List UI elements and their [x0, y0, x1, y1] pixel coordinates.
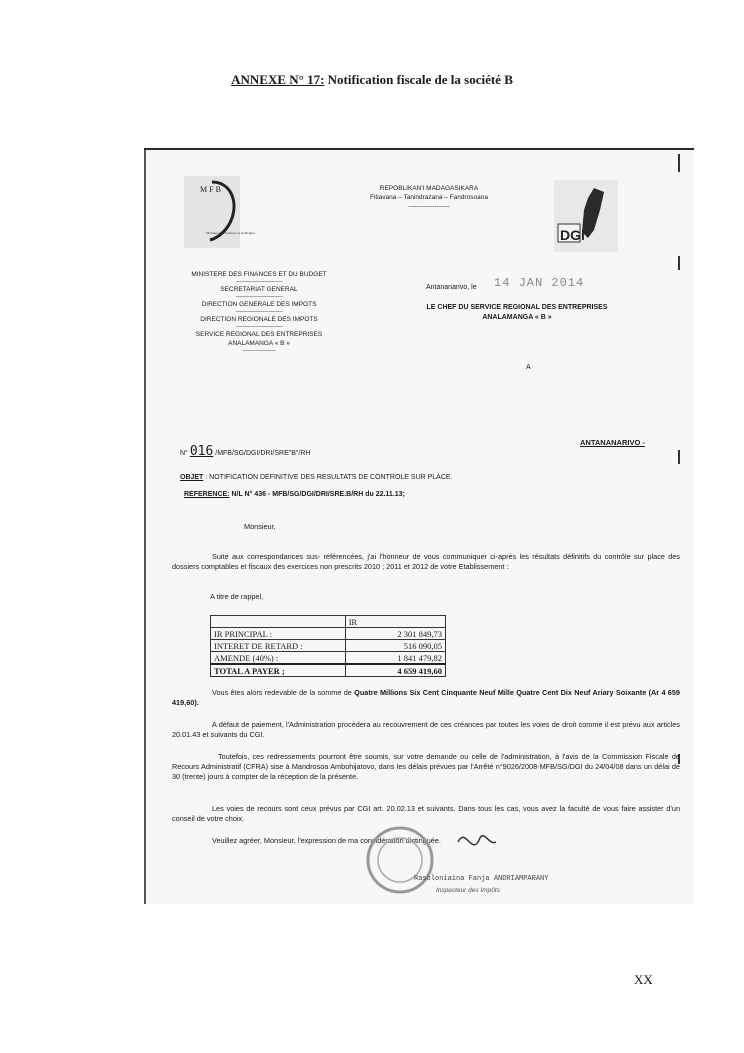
recipient-city: ANTANANARIVO - — [580, 438, 645, 447]
row-label: IR PRINCIPAL : — [211, 628, 346, 640]
table-row — [211, 652, 446, 665]
total-label: TOTAL A PAYER ; — [211, 664, 346, 677]
paragraph-amount — [172, 688, 680, 708]
ministry-separator: ---------------------------- — [235, 278, 283, 285]
republic-separator: ------------------- — [408, 203, 450, 210]
reference-line — [184, 491, 405, 498]
paragraph-default: A défaut de paiement, l'Administration procèdera au recouvrement de ces créances par toutes les voies de droit comme il est prévu aux articles 20.01.43 et suivants du CGI. — [172, 720, 680, 739]
amount-words: Quatre Millions Six Cent Cinquante Neuf Mille Quatre Cent Dix Neuf Ariary Soixante (Ar 4 659 419,60). — [172, 688, 680, 707]
row-value: 516 090,05 — [345, 640, 445, 652]
table-header-row — [211, 616, 446, 628]
row-label: AMENDE (40%) : — [211, 652, 346, 665]
republic-header — [334, 184, 524, 211]
dgi-logo — [554, 180, 618, 252]
object-line — [180, 474, 453, 481]
table-cell — [211, 616, 346, 628]
sender-title-line: ANALAMANGA « B » — [482, 314, 552, 321]
scan-edge-mark — [678, 450, 680, 464]
mfb-logo-letters: M F B — [200, 185, 221, 194]
signatory-title: Inspecteur des Impôts — [436, 887, 500, 894]
amount-intro: Vous êtes alors redevable de la somme de — [212, 688, 355, 697]
sender-title — [392, 303, 642, 323]
ministry-separator: ---------------------------- — [235, 308, 283, 315]
service-region-name: ANALAMANGA « B » — [228, 340, 290, 347]
paragraph-closing: Veuillez agréer, Monsieur, l'expression de ma considération distinguée. — [212, 836, 441, 845]
scan-edge-mark — [678, 256, 680, 270]
salutation: Monsieur, — [244, 522, 276, 531]
dgi-logo-text: DGi — [560, 227, 585, 243]
page-number: XX — [634, 972, 653, 987]
table-row — [211, 640, 446, 652]
ministry-name: MINISTERE DES FINANCES ET DU BUDGET — [191, 271, 327, 278]
letter-number-prefix: N° — [180, 450, 188, 457]
mfb-logo-caption: Ministère des Finances et du Budget — [206, 231, 255, 235]
place-label: Antananarivo, le — [426, 284, 477, 291]
reference-text: N/L N° 436 - MFB/SG/DGI/DRI/SRE.B/RH du 22.11.13; — [229, 491, 405, 498]
annex-subject: Notification fiscale de la société B — [324, 72, 513, 87]
official-stamp-signature — [354, 802, 554, 906]
scan-left-edge — [144, 150, 146, 904]
secretariat: SECRETARIAT GENERAL — [220, 286, 298, 293]
letter-number-handwritten: 016 — [189, 444, 214, 459]
ministry-block — [174, 270, 344, 354]
annex-title — [0, 72, 744, 88]
row-value: 1 841 479,82 — [345, 652, 445, 665]
ministry-separator: ---------------------------- — [235, 293, 283, 300]
republic-name: REPOBLIKAN'I MADAGASIKARA — [379, 185, 479, 192]
paragraph-results: Suite aux correspondances sus- référencées, j'ai l'honneur de vous communiquer ci-après les résultats définitifs du contrôle sur place des dossiers comptables et fiscaux des exercices non prescrits 2010 ; 2011 et 2012 de votre Etablissement : — [172, 552, 680, 571]
paragraph-recourse: Les voies de recours sont ceux prévus par CGI art. 20.02.13 et suivants. Dans tous les cas, vous avez la faculté de vous faire assister d'un conseil de votre choix. — [172, 804, 680, 823]
ministry-separator: ---------------------------- — [235, 323, 283, 330]
table-total-row — [211, 664, 446, 677]
total-value: 4 659 419,60 — [345, 664, 445, 677]
paragraph-cfra: Toutefois, ces redressements pourront être soumis, sur votre demande ou celle de l'administration, à l'avis de la Commission Fiscale de Recours Administratif (CFRA) sise à Mandrosoa Ambohijatovo, dans les délais prévues par l'Arrêté n°9026/2008-MFB/SG/DGI du 24/04/08 dans un délai de 30 (trente) jours à compter de la réception de la présente. — [172, 752, 680, 781]
direction-generale: DIRECTION GENERALE DES IMPOTS — [201, 301, 317, 308]
reminder-label: A titre de rappel, — [210, 592, 264, 601]
recipient-a: A — [526, 364, 531, 371]
republic-motto: Fitiavana – Tanindrazana – Fandrosoana — [369, 194, 489, 201]
scan-edge-mark — [678, 154, 680, 172]
date-stamp: 14 JAN 2014 — [494, 276, 585, 290]
row-label: INTERET DE RETARD : — [211, 640, 346, 652]
letter-number — [180, 444, 310, 459]
scanned-letter — [144, 148, 694, 904]
annex-number: ANNEXE N° 17: — [231, 72, 325, 87]
direction-regionale: DIRECTION REGIONALE DES IMPOTS — [200, 316, 318, 323]
service-regional: SERVICE REGIONAL DES ENTREPRISES — [195, 331, 323, 338]
sender-title-line: LE CHEF DU SERVICE REGIONAL DES ENTREPRISES — [426, 304, 608, 311]
object-text: : NOTIFICATION DEFINITIVE DES RESULTATS DE CONTROLE SUR PLACE. — [203, 474, 453, 481]
row-value: 2 301 849,73 — [345, 628, 445, 640]
table-row — [211, 628, 446, 640]
table-header-ir: IR — [345, 616, 445, 628]
tax-table — [210, 615, 446, 677]
object-label: OBJET — [180, 474, 204, 481]
signatory-name: Rasoloniaina Fanja ANDRIAMPARANY — [414, 875, 549, 883]
ministry-separator: -------------------- — [242, 347, 276, 354]
mfb-logo — [184, 176, 255, 248]
reference-label: REFERENCE: — [184, 491, 230, 498]
letter-number-suffix: /MFB/SG/DGI/DRI/SRE"B"/RH — [215, 450, 311, 457]
